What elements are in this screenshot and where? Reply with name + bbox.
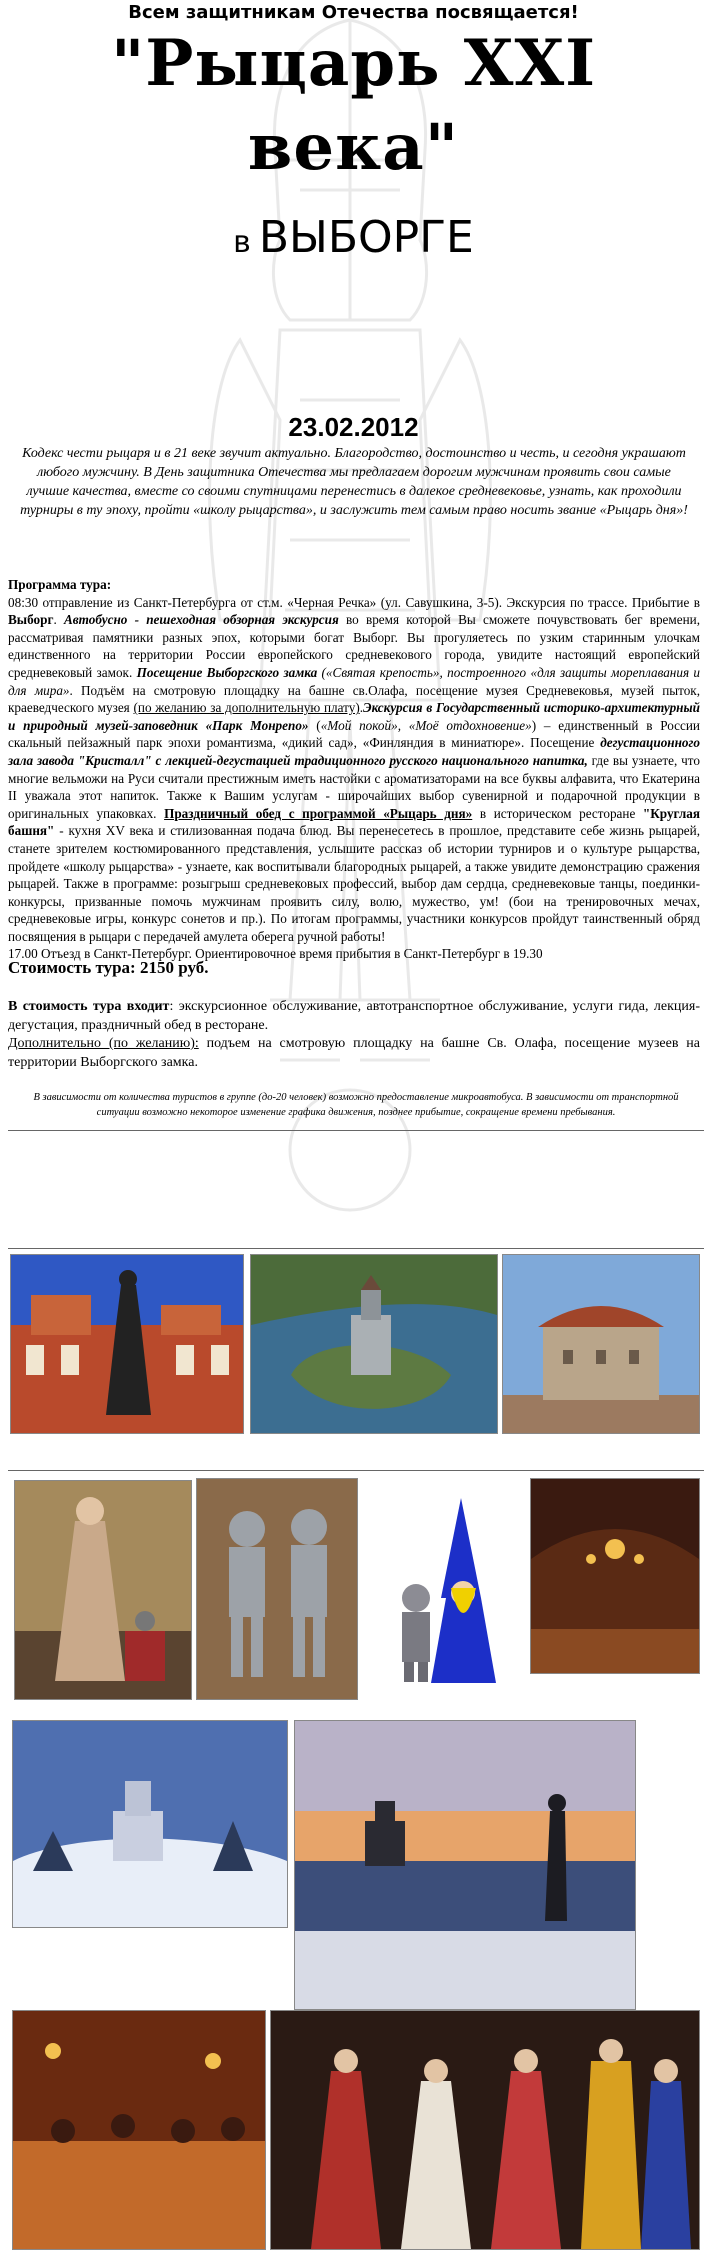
- photo-restaurant-hall: [530, 1478, 700, 1674]
- includes-label: В стоимость тура входит: [8, 999, 170, 1014]
- photo-knight-lady-painting: [14, 1480, 192, 1700]
- festive-lunch: Праздничный обед с программой «Рыцарь дня»: [164, 805, 473, 821]
- city-name: ВЫБОРГЕ: [258, 212, 474, 263]
- photo-statue-red-building: [10, 1254, 244, 1434]
- intro-paragraph: Кодекс чести рыцаря и в 21 веке звучит актуально. Благородство, достоинство и честь, и сегодня украшают любого мужчину. В День защитника Отечества мы предлагаем дорогим мужчинам проявить свои самые лучшие качества, вместе со своими спутницами перенестись в далекое средневековье, узнать, как проходили турниры в ту эпоху, пройти «школу рыцарства», и заслужить тем самым право носить звание «Рыцарь дня»!: [20, 446, 688, 518]
- photo-sunset-castle: [294, 1720, 636, 2010]
- includes-section: В стоимость тура входит: экскурсионное обслуживание, автотранспортное обслуживание, услуги гида, лекция-дегустация, праздничный обед в ресторане. Дополнительно (по желанию): подъем на смотровую площадку на башне Св. Олафа, посещение музеев на территории Выборгского замка.: [8, 999, 700, 1070]
- tour-title: "Рыцарь XXI века": [110, 26, 597, 185]
- return-line: 17.00 Отъезд в Санкт-Петербург. Ориентировочное время прибытия в Санкт-Петербург в 19.30: [8, 946, 543, 962]
- tasting-hall: дегустационного зала завода "Кристалл" с лекцией-дегустацией традиционного русского национального напитка,: [8, 735, 700, 768]
- divider: [8, 1248, 704, 1249]
- restaurant-name: "Круглая башня": [8, 805, 701, 839]
- photo-castle-aerial: [250, 1254, 498, 1434]
- program-section: [8, 576, 700, 963]
- photo-winter-castle: [12, 1720, 288, 1928]
- park-excursion: Экскурсия в Государственный историко-архитектурный и природный музей-заповедник «Парк Монрепо»: [8, 700, 700, 733]
- program-body: 08:30 отправление из Санкт-Петербурга от ст.м. «Черная Речка» (ул. Савушкина, 3-5). Экскурсия по трассе. Прибытие в Выборг. Автобусно - пешеходная обзорная экскурсия во время которой Вы сможете почувствовать бег времени, рассматривая памятники разных эпох, которыми богат Выборг. Вы прогуляетесь по узким старинным улочкам единственного на территории России европейского средневекового города, увидите настоящий европейский средневековый замок. Посещение Выборгского замка («Святая крепость», построенного «для защиты мореплавания и для мира». Подъём на смотровую площадку на башне св.Олафа, посещение музея Средневековья, музей пыток, краеведческого музея (по желанию за дополнительную плату).Экскурсия в Государственный историко-архитектурный и природный музей-заповедник «Парк Монрепо» («Мой покой», «Моё отдохновение») – единственный в России скальный пейзажный парк эпохи романтизма, «дикий сад», «Финляндия в миниатюре». Посещение дегустационного зала завода "Кристалл" с лекцией-дегустацией традиционного русского национального напитка, где вы узнаете, что многие вельможи на Руси считали престижным иметь настойки с ароматизаторами на все буквы алфавита, что Екатерина II уважала этот напиток. Также к Вашим услугам - широчайших выбор сувенирной и подарочной продукции в оригинальных упаковках. Праздничный обед с программой «Рыцарь дня» в историческом ресторане "Круглая башня" - кухня XV века и стилизованная подача блюд. Вы перенесетесь в прошлое, представите себе жизнь рыцарей, станете зрителем костюмированного представления, услышите рассказ об истории турниров и о культуре рыцарства, пройдете «школу рыцарства» - узнаете, как воспитывали благородных рыцарей, а также увидите демонстрацию сражения рыцарей. Также в программе: розыгрыш средневековых профессий, выбор дам сердца, средневековые танцы, поединки-конкурсы, призванные помочь мужчинам проявить силу, волю, мужество, ум! (бои на тренировочных мечах, средневековые игры, конкурс сонетов и пр.). По итогам программы, участники конкурсов пройдут таинственный обряд посвящения в рыцари с передачей амулета оберега ручной работы!: [8, 594, 701, 944]
- program-heading: Программа тура:: [8, 577, 112, 592]
- photo-medieval-dance: [270, 2010, 700, 2250]
- castle-visit: Посещение Выборгского замка: [136, 664, 318, 680]
- city-heading: [0, 212, 707, 263]
- tour-date: 23.02.2012: [288, 412, 419, 442]
- footnote: В зависимости от количества туристов в группе (до-20 человек) возможно предоставление микроавтобуса. В зависимости от транспортной ситуации возможно некоторое изменение графика движения, позднее прибытие, сокращение времени пребывания.: [33, 1092, 679, 1118]
- tour-price: Стоимость тура: 2150 руб.: [8, 958, 209, 977]
- photo-armored-knights: [196, 1478, 358, 1700]
- photo-cartoon-knight-princess: [366, 1478, 516, 1698]
- tour-name: Автобусно - пешеходная обзорная экскурсия: [63, 612, 339, 628]
- divider: [8, 1470, 704, 1471]
- photo-round-tower: [502, 1254, 700, 1434]
- city-preposition: в: [233, 225, 251, 260]
- optional-label: Дополнительно (по желанию):: [8, 1036, 199, 1051]
- divider: [8, 1130, 704, 1131]
- dedication-line: Всем защитникам Отечества посвящается!: [128, 2, 579, 23]
- optional-note: (по желанию за дополнительную плату): [133, 700, 360, 716]
- photo-banquet: [12, 2010, 266, 2250]
